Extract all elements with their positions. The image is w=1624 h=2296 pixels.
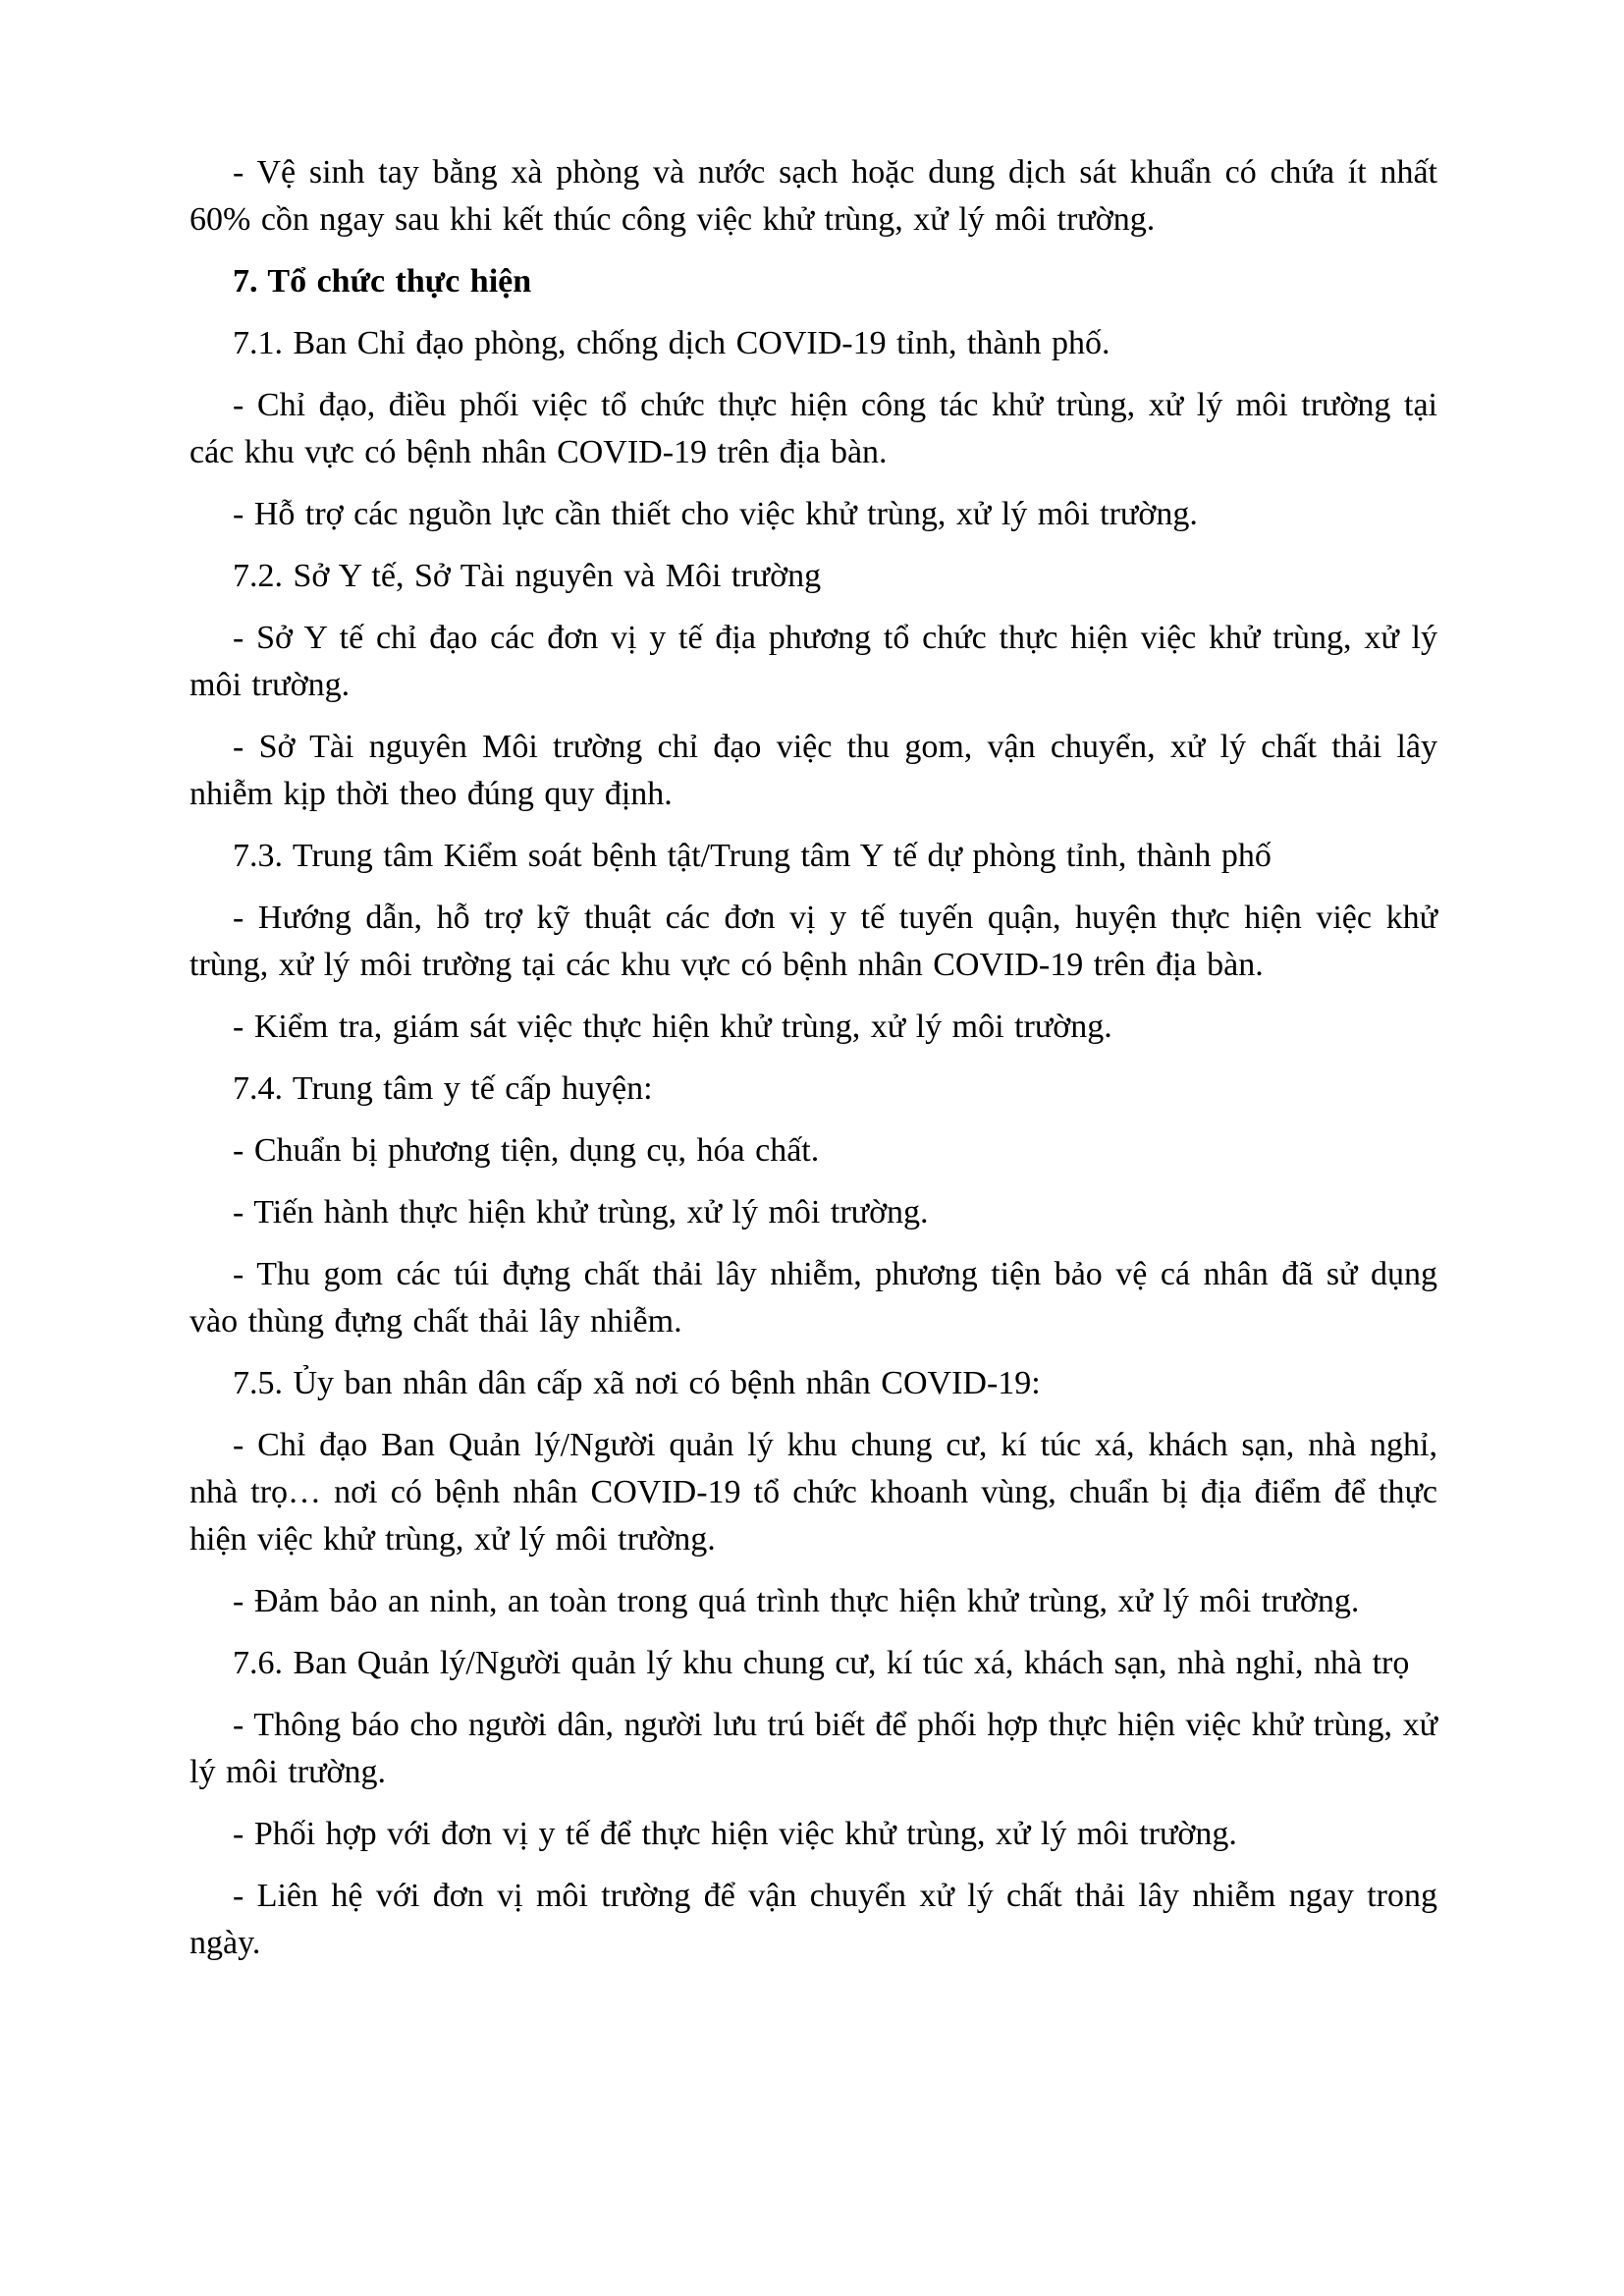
bullet-so-y-te: - Sở Y tế chỉ đạo các đơn vị y tế địa phương tổ chức thực hiện việc khử trùng, xử lý môi trường. [189,620,1437,703]
bullet-phoi-hop-don-vi-y-te: - Phối hợp với đơn vị y tế để thực hiện việc khử trùng, xử lý môi trường. [233,1816,1237,1852]
bullet-lien-he-don-vi-moi-truong: - Liên hệ với đơn vị môi trường để vận chuyển xử lý chất thải lây nhiễm ngay trong ngày. [189,1878,1437,1961]
subsection-7-4: 7.4. Trung tâm y tế cấp huyện: [233,1070,653,1107]
subsection-7-2: 7.2. Sở Y tế, Sở Tài nguyên và Môi trường [233,558,822,594]
bullet-kiem-tra-giam-sat: - Kiểm tra, giám sát việc thực hiện khử trùng, xử lý môi trường. [233,1009,1112,1045]
bullet-so-tai-nguyen: - Sở Tài nguyên Môi trường chỉ đạo việc thu gom, vận chuyển, xử lý chất thải lây nhiễm kịp thời theo đúng quy định. [189,729,1437,812]
bullet-ho-tro-nguon-luc: - Hỗ trợ các nguồn lực cần thiết cho việc khử trùng, xử lý môi trường. [233,496,1198,532]
bullet-thu-gom-chat-thai: - Thu gom các túi đựng chất thải lây nhiễm, phương tiện bảo vệ cá nhân đã sử dụng vào thùng đựng chất thải lây nhiễm. [189,1256,1437,1339]
subsection-7-6: 7.6. Ban Quản lý/Người quản lý khu chung cư, kí túc xá, khách sạn, nhà nghỉ, nhà trọ [233,1645,1410,1681]
subsection-7-3: 7.3. Trung tâm Kiểm soát bệnh tật/Trung tâm Y tế dự phòng tỉnh, thành phố [233,838,1272,874]
bullet-thong-bao-nguoi-dan: - Thông báo cho người dân, người lưu trú biết để phối hợp thực hiện việc khử trùng, xử lý môi trường. [189,1707,1437,1790]
bullet-chuan-bi-phuong-tien: - Chuẩn bị phương tiện, dụng cụ, hóa chất. [233,1132,820,1169]
section-heading-7: 7. Tổ chức thực hiện [233,263,532,300]
bullet-huong-dan-ho-tro: - Hướng dẫn, hỗ trợ kỹ thuật các đơn vị y tế tuyến quận, huyện thực hiện việc khử trùng, xử lý môi trường tại các khu vực có bệnh nhân COVID-19 trên địa bàn. [189,900,1437,983]
subsection-7-1: 7.1. Ban Chỉ đạo phòng, chống dịch COVID-19 tỉnh, thành phố. [233,325,1110,361]
bullet-chi-dao-ban-quan-ly: - Chỉ đạo Ban Quản lý/Người quản lý khu chung cư, kí túc xá, khách sạn, nhà nghỉ, nhà trọ… nơi có bệnh nhân COVID-19 tổ chức khoanh vùng, chuẩn bị địa điểm để thực hiện việc khử trùng, xử lý môi trường. [189,1427,1437,1558]
bullet-tien-hanh-khu-trung: - Tiến hành thực hiện khử trùng, xử lý môi trường. [233,1194,929,1230]
subsection-7-5: 7.5. Ủy ban nhân dân cấp xã nơi có bệnh nhân COVID-19: [233,1365,1041,1401]
paragraph-hand-hygiene: - Vệ sinh tay bằng xà phòng và nước sạch hoặc dung dịch sát khuẩn có chứa ít nhất 60% cồn ngay sau khi kết thúc công việc khử trùng, xử lý môi trường. [189,154,1437,238]
bullet-chi-dao-dieu-phoi: - Chỉ đạo, điều phối việc tổ chức thực hiện công tác khử trùng, xử lý môi trường tại các khu vực có bệnh nhân COVID-19 trên địa bàn. [189,387,1437,470]
bullet-dam-bao-an-ninh: - Đảm bảo an ninh, an toàn trong quá trình thực hiện khử trùng, xử lý môi trường. [233,1583,1360,1619]
